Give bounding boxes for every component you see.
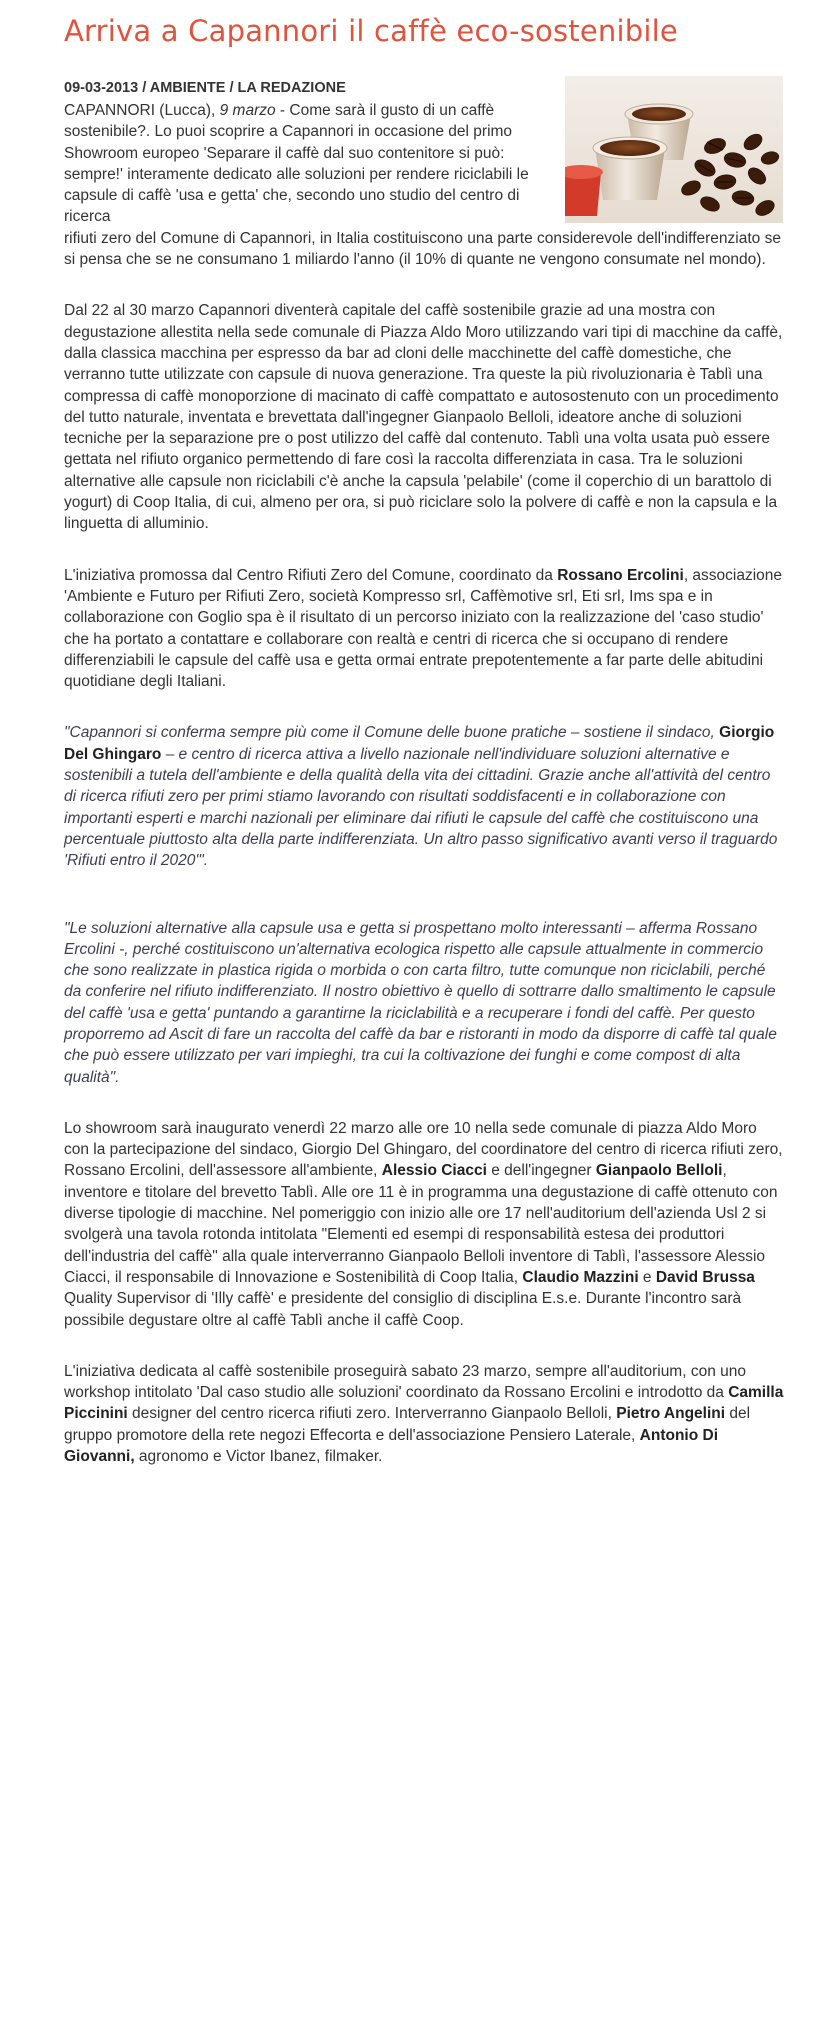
paragraph-intro-continued: rifiuti zero del Comune di Capannori, in Italia costituiscono una parte considerevole dell'indifferenziato se si pensa che se ne consumano 1 miliardo l'anno (il 10% di quante ne vengono consumate nel mondo). [64, 229, 781, 269]
paragraph-intro-text-a: - Come sarà il gusto di un caffè sostenibile?. Lo puoi scoprire a Capannori in occasione del primo Showroom europeo 'Separare il caffè dal suo contenitore si può: sempre!' interamente dedicato alle soluzioni per rendere riciclabili le capsule di caffè 'usa e getta' che, secondo uno studio del centro di ricerca [64, 102, 529, 226]
paragraph-workshop [64, 1361, 784, 1467]
text-span: agronomo e Victor Ibanez, filmaker. [134, 1448, 383, 1466]
person-name: Antonio Di Giovanni, [64, 1426, 719, 1466]
text-span: , inventore e titolare del brevetto Tablì. Alle ore 11 è in programma una degustazione di caffè ottenuto con diverse tipologie di macchine. Nel pomeriggio con inizio alle ore 17 nell'auditorium dell'azienda Usl 2 si svolgerà una tavola rotonda intitolata "Elementi ed esempi di responsabilità estesa dei produttori dell'industria del caffè" alla quale interverranno Gianpaolo Belloli inventore di Tablì, l'assessore Alessio Ciacci, il responsabile di Innovazione e Sostenibilità di Coop Italia, [64, 1162, 778, 1286]
text-span: Lo showroom sarà inaugurato venerdì 22 marzo alle ore 10 nella sede comunale di piazza Aldo Moro con la partecipazione del sindaco, Giorgio Del Ghingaro, del coordinatore del centro di ricerca rifiuti zero, Rossano Ercolini, dell'assessore all'ambiente, [64, 1119, 783, 1180]
dateline-city: CAPANNORI (Lucca), [64, 102, 220, 119]
person-name: Giorgio Del Ghingaro [64, 724, 775, 763]
article-title: Arriva a Capannori il caffè eco-sostenibile [64, 14, 678, 48]
paragraph-intro [64, 100, 554, 228]
paragraph-initiative [64, 565, 784, 693]
dateline-date: 9 marzo [219, 102, 276, 119]
text-span: del gruppo promotore della rete negozi Effecorta e dell'associazione Pensiero Laterale, [64, 1405, 751, 1444]
text-span: L'iniziativa promossa dal Centro Rifiuti Zero del Comune, coordinato da [64, 566, 558, 584]
text-span: L'iniziativa dedicata al caffè sostenibile proseguirà sabato 23 marzo, sempre all'auditorium, con uno workshop intitolato 'Dal caso studio alle soluzioni' coordinato da Rossano Ercolini e introdotto da [64, 1362, 746, 1402]
text-span: – e centro di ricerca attiva a livello nazionale nell'individuare soluzioni alternative e sostenibili a tutela dell'ambiente e della qualità della vita dei cittadini. Grazie anche all'attività del centro di ricerca rifiuti zero per primi stiamo lavorando con risultati soddisfacenti e in collaborazione con importanti esperti e marchi nazionali per eliminare dai rifiuti le capsule del caffè che costituiscono una percentuale piuttosto alta della parte indifferenziata. Un altro passo significativo avanti verso il traguardo 'Rifiuti entro il 2020'". [64, 745, 778, 870]
text-span: "Capannori si conferma sempre più come il Comune delle buone pratiche – sostiene il sindaco, [64, 724, 720, 742]
text-span: e [638, 1268, 656, 1286]
text-span: Quality Supervisor di 'Illy caffè' e presidente del consiglio di disciplina E.s.e. Durante l'incontro sarà possibile degustare oltre al caffè Tablì anche il caffè Coop. [64, 1290, 742, 1329]
text-span: designer del centro ricerca rifiuti zero. Interverranno Gianpaolo Belloli, [127, 1405, 617, 1423]
person-name: David Brussa [655, 1268, 755, 1286]
quote-ercolini: "Le soluzioni alternative alla capsule usa e getta si prospettano molto interessanti – afferma Rossano Ercolini -, perché costituiscono un'alternativa ecologica rispetto alle capsule attualmente in commercio che sono realizzate in plastica rigida o morbida o con carta filtro, tutte comunque non riciclabili, perché da conferire nel rifiuto indifferenziato. Il nostro obiettivo è quello di sottrarre dallo smaltimento le capsule del caffè 'usa e getta' puntando a garantirne la riciclabilità e a recuperare i fondi del caffè. Per questo proporremo ad Ascit di fare un raccolta del caffè da bar e ristoranti in modo da disporre di caffè tal quale che può essere utilizzato per vari impieghi, tra cui la coltivazione dei funghi e come compost di alta qualità". [64, 919, 777, 1086]
person-name: Pietro Angelini [616, 1405, 726, 1423]
person-name: Alessio Ciacci [381, 1162, 487, 1180]
article-body [64, 100, 784, 1467]
article-meta: 09-03-2013 / AMBIENTE / LA REDAZIONE [64, 80, 346, 96]
text-span: e dell'ingegner [486, 1162, 596, 1180]
quote-mayor [64, 722, 784, 871]
person-name: Claudio Mazzini [522, 1268, 639, 1286]
person-name: Gianpaolo Belloli [595, 1162, 723, 1180]
paragraph-inauguration [64, 1118, 784, 1331]
person-name: Rossano Ercolini [557, 566, 684, 584]
person-name: Camilla Piccinini [64, 1384, 784, 1423]
text-span: , associazione 'Ambiente e Futuro per Rifiuti Zero, società Kompresso srl, Caffèmotive srl, Eti srl, Ims spa e in collaborazione con Goglio spa è il risultato di un percorso iniziato con la realizzazione del 'caso studio' che ha portato a contattare e collaborare con realtà e centri di ricerca che si occupano di rendere differenziabili le capsule del caffè usa e getta ormai entrate prepotentemente a far parte delle abitudini quotidiane degli Italiani. [64, 566, 783, 691]
paragraph-showroom: Dal 22 al 30 marzo Capannori diventerà capitale del caffè sostenibile grazie ad una mostra con degustazione allestita nella sede comunale di Piazza Aldo Moro utilizzando vari tipi di macchine da caffè, dalla classica macchina per espresso da bar ad cloni delle macchinette del caffè domestiche, che verranno tutte utilizzate con capsule di nuova generazione. Tra queste la più rivoluzionaria è Tablì una compressa di caffè monoporzione di macinato di caffè compattato e autosostenuto con un procedimento del tutto naturale, inventata e brevettata dall'ingegner Gianpaolo Belloli, ideatore anche di soluzioni tecniche per la separazione pre o post utilizzo del caffè dal contenuto. Tablì una volta usata può essere gettata nel rifiuto organico permettendo di fare così la raccolta differenziata in casa. Tra le soluzioni alternative alle capsule non riciclabili c'è anche la capsula 'pelabile' (come il coperchio di un barattolo di yogurt) di Coop Italia, di cui, almeno per ora, si può riciclare solo la polvere di caffè e non la capsula e la linguetta di alluminio. [64, 302, 783, 533]
